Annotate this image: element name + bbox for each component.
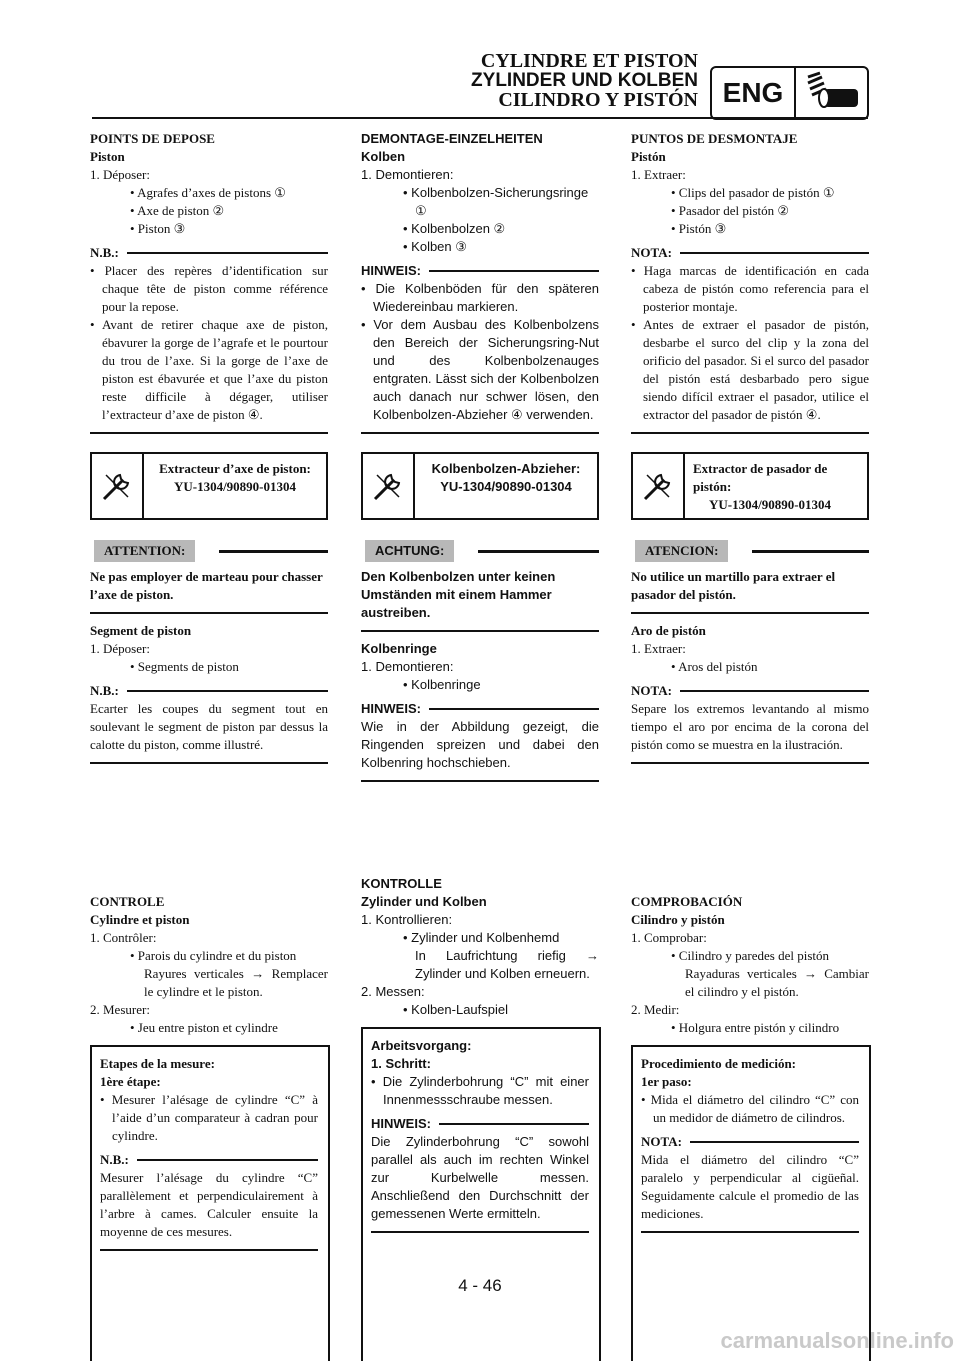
box-step: 1er paso: [641,1074,692,1089]
list-item-detail: Rayures verticales → Remplacer le cylindre et le piston. [144,966,328,999]
step: 1. Demontieren: [361,659,454,674]
caution-label-text: ATENCION: [635,540,728,562]
box-heading: Etapes de la mesure: [100,1056,215,1071]
column-fr-bottom [90,893,328,1037]
subheading: Kolbenringe [361,641,437,656]
subheading: Cylindre et piston [90,912,190,927]
tool-name: Extractor de pasador de pistón: [693,461,828,494]
list-item: • Piston ③ [130,221,186,236]
tool-number: YU-1304/90890-01304 [440,479,572,494]
note-item: • Avant de retirer chaque axe de piston, ébavurer la gorge de l’agrafe et le pourtour du trou de l’axe. Si la gorge de l’axe de piston est ébavurée et que l’axe du piston reste difficile à dégager, utiliser l’extracteur d’axe de piston ④. [90,317,328,422]
box-step: 1. Schritt: [371,1056,431,1071]
note-item: • Placer des repères d’identification sur chaque tête de piston comme référence pour la repose. [90,263,328,314]
divider [90,432,328,434]
note-text: Separe los extremos levantando al mismo tiempo el aro por encima de la corona del pistón como se muestra en la ilustración. [631,701,869,752]
subheading: Piston [90,149,125,164]
wrench-icon [363,454,415,518]
caution-text: Ne pas employer de marteau pour chasser l’axe de piston. [90,569,323,602]
step: 2. Medir: [631,1002,680,1017]
divider [100,1249,318,1251]
divider [631,432,869,434]
divider [90,762,328,764]
step: 2. Messen: [361,984,425,999]
note-label [631,244,869,262]
tool-name: Extracteur d’axe de piston: [159,461,311,476]
wrench-icon [633,454,685,518]
column-es-bottom [631,893,869,1037]
note-text: Wie in der Abbildung gezeigt, die Ringenden spreizen und dabei den Kolbenring hochschieben. [361,719,599,770]
engine-spring-icon [796,68,867,118]
box-heading: Procedimiento de medición: [641,1056,797,1071]
note-label-text: N.B.: [100,1152,129,1167]
box-note: Mesurer l’alésage du cylindre “C” parallèlement et perpendiculairement à l’arbre à cames. Calculer ensuite la moyenne de ces mesures. [100,1170,318,1239]
note-item: • Die Kolbenböden für den späteren Wiedereinbau markieren. [361,281,599,314]
note-label [361,700,599,718]
column-de-top [361,130,599,790]
note-label [361,262,599,280]
list-item: • Kolbenringe [403,677,481,692]
caution-label-text: ATTENTION: [94,540,195,562]
caution-label-text: ACHTUNG: [365,540,454,562]
section-heading: KONTROLLE [361,876,442,891]
note-label-text: N.B.: [90,683,119,698]
watermark: carmanualsonline.info [720,1328,954,1353]
eng-label: ENG [712,68,796,118]
step: 1. Extraer: [631,167,686,182]
caution-label [90,540,328,562]
box-note: Die Zylinderbohrung “C” sowohl parallel als auch im rechten Winkel zur Kurbelwelle messen. Anschließend den Durchschnitt der gemessenen Werte ermitteln. [371,1134,589,1221]
list-item: • Pasador del pistón ② [671,203,790,218]
header-title-de: ZYLINDER UND KOLBEN [471,70,698,91]
tool-box [631,452,869,520]
list-item: • Kolben ③ [403,239,467,254]
note-label [641,1133,859,1151]
note-label-text: NOTA: [631,245,672,260]
section-heading: PUNTOS DE DESMONTAJE [631,131,798,146]
divider [631,762,869,764]
caution-label [361,540,599,562]
list-item: • Parois du cylindre et du piston [130,948,297,963]
note-item: • Antes de extraer el pasador de pistón, desbarbe el surco del clip y la zona del orificio del pasador. Si el surco del pasador del pistón está desbarbado pero sigue siendo difícil extraer el pasador, utilice el extractor del pasador de pistón ④. [631,317,869,422]
tool-box [90,452,328,520]
note-label-text: N.B.: [90,245,119,260]
box-heading: Arbeitsvorgang: [371,1038,472,1053]
list-item: • Cilindro y paredes del pistón [671,948,829,963]
divider [361,630,599,632]
list-item: • Jeu entre piston et cylindre [130,1020,278,1035]
note-label [371,1115,589,1133]
header-title-fr: CYLINDRE ET PISTON [480,50,698,72]
note-label [100,1151,318,1169]
step: 1. Extraer: [631,641,686,656]
list-item: • Segments de piston [130,659,239,674]
list-item: • Clips del pasador de pistón ① [671,185,835,200]
note-label-text: HINWEIS: [371,1116,431,1131]
divider [90,612,328,614]
list-item: • Axe de piston ② [130,203,225,218]
note-label [90,244,328,262]
subheading: Aro de pistón [631,623,706,638]
subheading: Kolben [361,149,406,164]
section-heading: CONTROLE [90,894,165,909]
list-item: • Agrafes d’axes de pistons ① [130,185,286,200]
list-item: • Pistón ③ [671,221,727,236]
box-item: • Mesurer l’alésage de cylindre “C” à l’aide d’un comparateur à cadran pour cylindre. [100,1092,318,1143]
note-label-text: HINWEIS: [361,701,421,716]
step: 1. Déposer: [90,641,150,656]
wrench-icon [92,454,144,518]
list-item-detail: Rayaduras verticales → Cambiar el cilindro y el pistón. [685,966,869,999]
page-number: 4 - 46 [458,1276,502,1295]
subheading: Pistón [631,149,666,164]
subheading: Cilindro y pistón [631,912,725,927]
section-heading: DEMONTAGE-EINZELHEITEN [361,131,543,146]
note-label [631,682,869,700]
box-item: • Mida el diámetro del cilindro “C” con un medidor de diámetro de cilindros. [641,1092,859,1125]
divider [371,1231,589,1233]
tool-number: YU-1304/90890-01304 [709,497,832,512]
caution-text: No utilice un martillo para extraer el pasador del pistón. [631,569,836,602]
note-label-text: HINWEIS: [361,263,421,278]
note-item: • Vor dem Ausbau des Kolbenbolzens den Bereich der Sicherungsring-Nut und des Kolbenbolzenauges entgraten. Lässt sich der Kolbenbolzen auch danach nur schwer lösen, den Kolbenbolzen-Abzieher ④ verwenden. [361,317,599,422]
note-label [90,682,328,700]
header-title-es: CILINDRO Y PISTÓN [498,89,698,111]
tool-name: Kolbenbolzen-Abzieher: [431,461,581,476]
tool-box [361,452,599,520]
measurement-box-de [361,1027,601,1361]
caution-text: Den Kolbenbolzen unter keinen Umständen mit einem Hammer austreiben. [361,569,556,620]
measurement-box-es [631,1045,871,1361]
list-item: • Zylinder und Kolbenhemd [403,930,560,945]
list-item-detail: In Laufrichtung riefig → Zylinder und Kolben erneuern. [415,948,599,981]
step: 1. Demontieren: [361,167,454,182]
subheading: Zylinder und Kolben [361,894,487,909]
step: 1. Déposer: [90,167,150,182]
list-item: • Aros del pistón [671,659,758,674]
step: 1. Kontrollieren: [361,912,453,927]
divider [641,1231,859,1233]
column-de-bottom [361,875,599,1019]
divider [361,432,599,434]
note-text: Ecarter les coupes du segment tout en soulevant le segment de piston par dessus la calotte du piston, comme illustré. [90,701,328,752]
divider [631,612,869,614]
step: 1. Comprobar: [631,930,707,945]
list-item: • Kolbenbolzen ② [403,221,506,236]
list-item: • Kolbenbolzen-Sicherungsringe ① [403,185,589,218]
list-item: • Kolben-Laufspiel [403,1002,509,1017]
note-label-text: NOTA: [631,683,672,698]
column-fr-top [90,130,328,772]
box-note: Mida el diámetro del cilindro “C” paralelo y perpendicular al cigüeñal. Seguidamente calcule el promedio de las mediciones. [641,1152,859,1221]
step: 1. Contrôler: [90,930,157,945]
section-heading: COMPROBACIÓN [631,894,743,909]
note-label-text: NOTA: [641,1134,682,1149]
box-item: • Die Zylinderbohrung “C” mit einer Innenmessschraube messen. [371,1074,589,1107]
eng-badge [710,66,869,120]
subheading: Segment de piston [90,623,192,638]
column-es-top [631,130,869,772]
measurement-box-fr [90,1045,330,1361]
divider [361,780,599,782]
note-item: • Haga marcas de identificación en cada cabeza de pistón como referencia para el posterior montaje. [631,263,869,314]
box-step: 1ère étape: [100,1074,161,1089]
step: 2. Mesurer: [90,1002,150,1017]
caution-label [631,540,869,562]
tool-number: YU-1304/90890-01304 [173,479,297,494]
section-heading: POINTS DE DEPOSE [90,131,215,146]
list-item: • Holgura entre pistón y cilindro [671,1020,840,1035]
